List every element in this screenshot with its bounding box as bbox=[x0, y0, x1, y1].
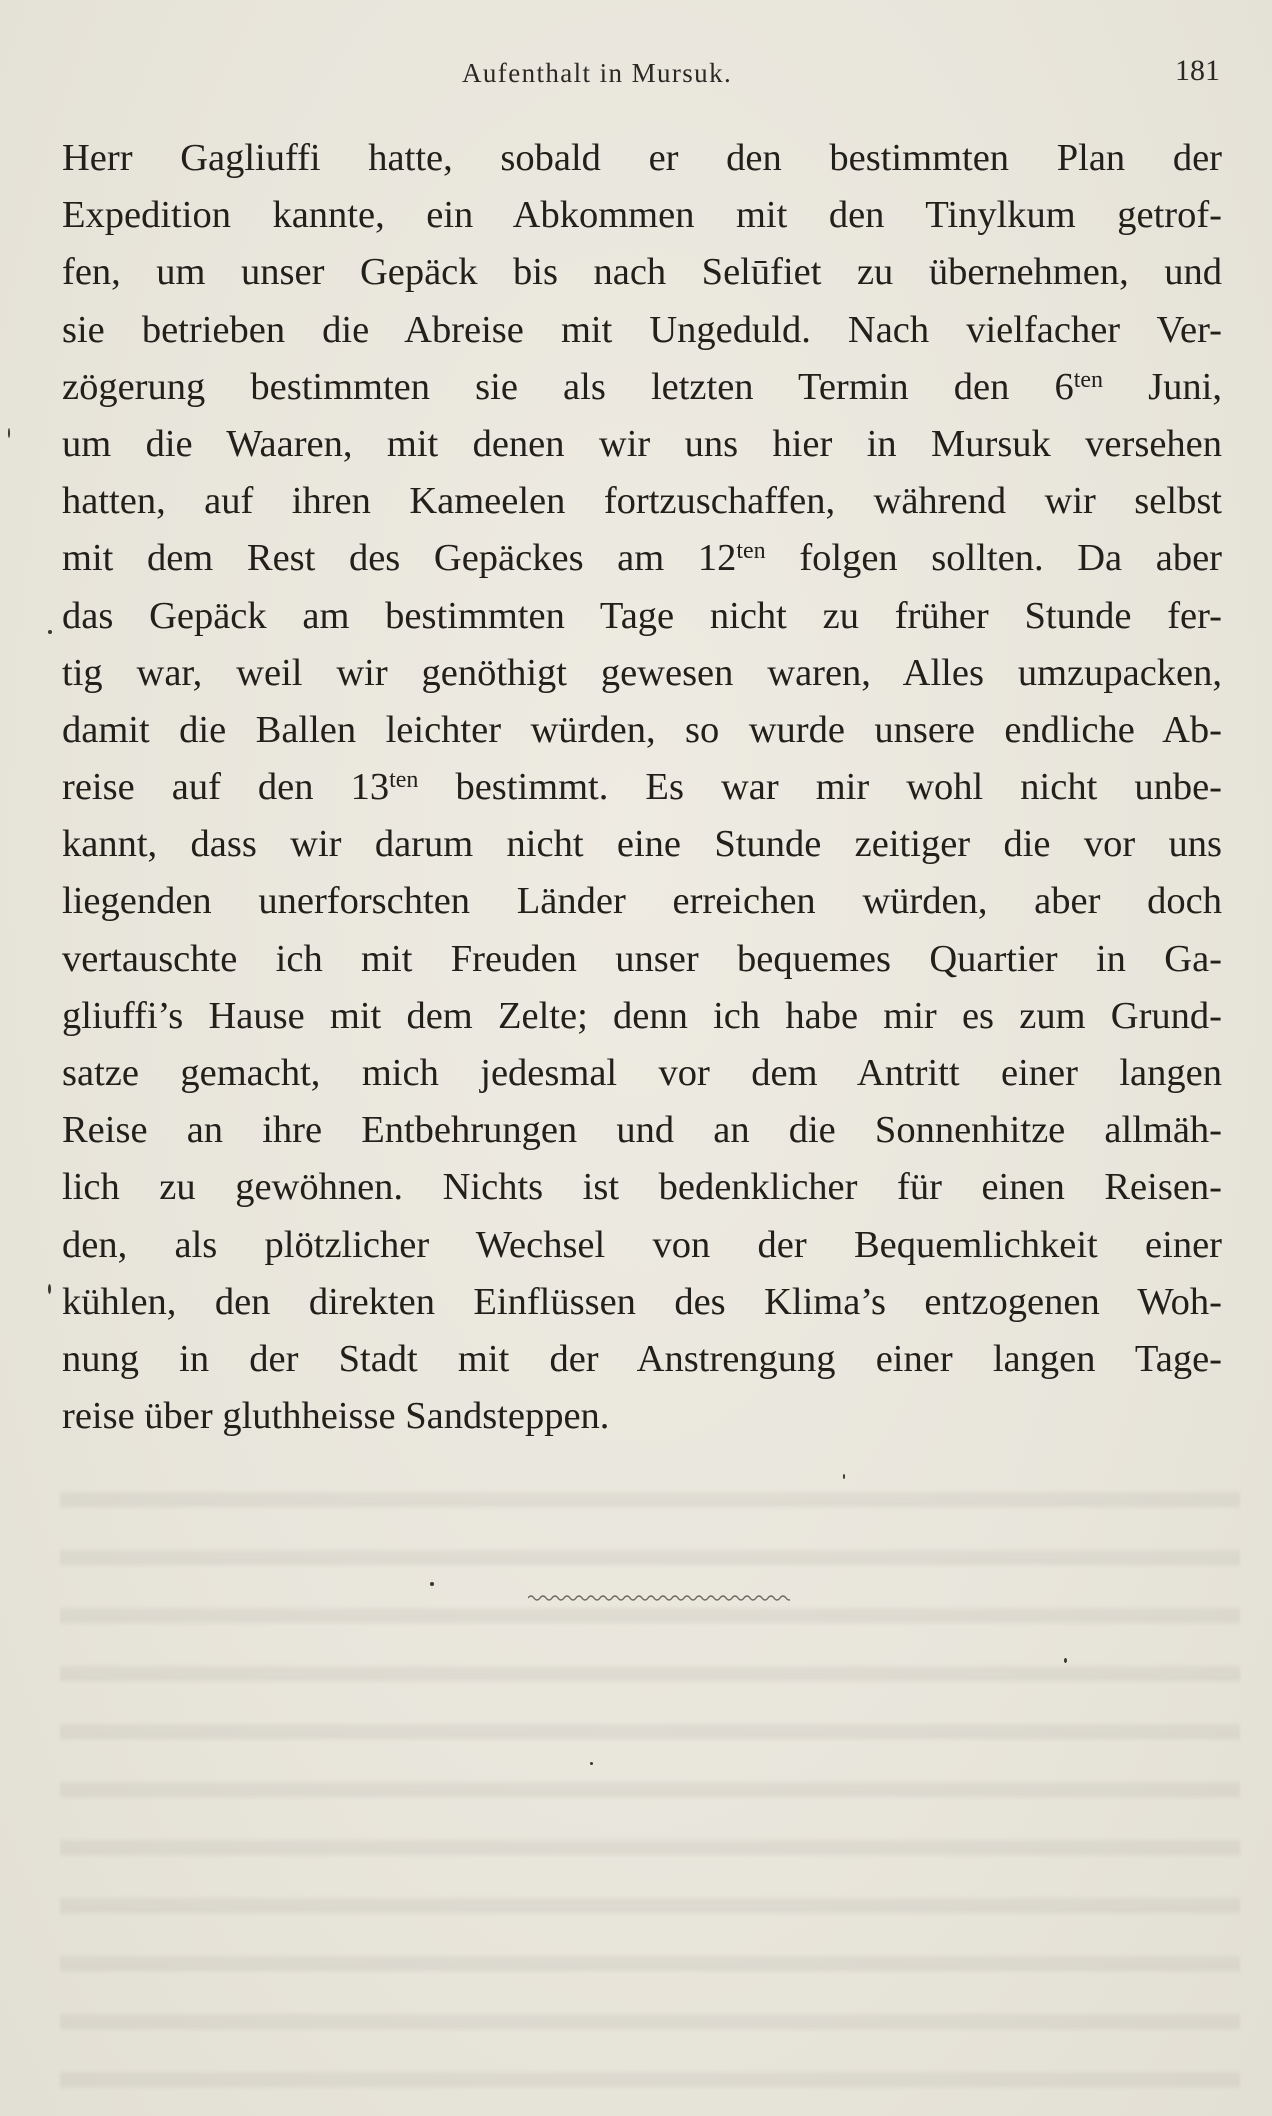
wavy-rule-icon bbox=[528, 1592, 790, 1604]
text-line: tig war, weil wir genöthigt gewesen waren, Alles umzupacken, bbox=[62, 651, 1222, 694]
text-line: damit die Ballen leichter würden, so wurde unsere endliche Ab- bbox=[62, 708, 1222, 751]
paper-speck bbox=[430, 1582, 434, 1586]
text-line: zögerung bestimmten sie als letzten Termin den $6^{ten}$ Juni, bbox=[62, 365, 1222, 408]
text-line: fen, um unser Gepäck bis nach Selūfiet zu übernehmen, und bbox=[62, 251, 1222, 294]
text-line: Expedition kannte, ein Abkommen mit den Tinylkum getrof- bbox=[62, 194, 1222, 237]
text-line: um die Waaren, mit denen wir uns hier in Mursuk versehen bbox=[62, 422, 1222, 465]
text-line: hatten, auf ihren Kameelen fortzuschaffen, während wir selbst bbox=[62, 480, 1222, 523]
paper-speck bbox=[48, 1284, 51, 1294]
text-line: das Gepäck am bestimmten Tage nicht zu früher Stunde fer- bbox=[62, 594, 1222, 637]
text-line: reise über gluthheisse Sandsteppen. bbox=[62, 1395, 610, 1438]
running-title: Aufenthalt in Mursuk. bbox=[462, 58, 733, 88]
text-line: kannt, dass wir darum nicht eine Stunde zeitiger die vor uns bbox=[62, 823, 1222, 866]
running-header bbox=[0, 52, 1272, 102]
text-line: nung in der Stadt mit der Anstrengung einer langen Tage- bbox=[62, 1337, 1222, 1380]
text-line: vertauschte ich mit Freuden unser bequemes Quartier in Ga- bbox=[62, 937, 1222, 980]
page-number: 181 bbox=[1175, 54, 1220, 87]
text-line: den, als plötzlicher Wechsel von der Bequemlichkeit einer bbox=[62, 1223, 1222, 1266]
text-line: Reise an ihre Entbehrungen und an die Sonnenhitze allmäh- bbox=[62, 1109, 1222, 1152]
paper-speck bbox=[1064, 1658, 1067, 1663]
show-through-text bbox=[60, 1460, 1240, 2100]
paper-speck bbox=[590, 1762, 593, 1765]
text-line: satze gemacht, mich jedesmal vor dem Antritt einer langen bbox=[62, 1052, 1222, 1094]
body-paragraph bbox=[62, 130, 1222, 1445]
text-line: lich zu gewöhnen. Nichts ist bedenklicher für einen Reisen- bbox=[62, 1166, 1222, 1209]
text-line: Herr Gagliuffi hatte, sobald er den bestimmten Plan der bbox=[62, 137, 1222, 179]
paper-speck bbox=[48, 630, 52, 634]
paper-speck bbox=[8, 428, 10, 438]
text-line: sie betrieben die Abreise mit Ungeduld. Nach vielfacher Ver- bbox=[62, 308, 1222, 351]
paper-speck bbox=[843, 1474, 845, 1479]
text-line: mit dem Rest des Gepäckes am $12^{ten}$ folgen sollten. Da aber bbox=[62, 537, 1222, 580]
text-line: reise auf den $13^{ten}$ bestimmt. Es war mir wohl nicht unbe- bbox=[62, 766, 1222, 809]
text-line: liegenden unerforschten Länder erreichen würden, aber doch bbox=[62, 880, 1222, 923]
text-line: gliuffi’s Hause mit dem Zelte; denn ich habe mir es zum Grund- bbox=[62, 994, 1222, 1037]
text-line: kühlen, den direkten Einflüssen des Klima’s entzogenen Woh- bbox=[62, 1280, 1222, 1323]
